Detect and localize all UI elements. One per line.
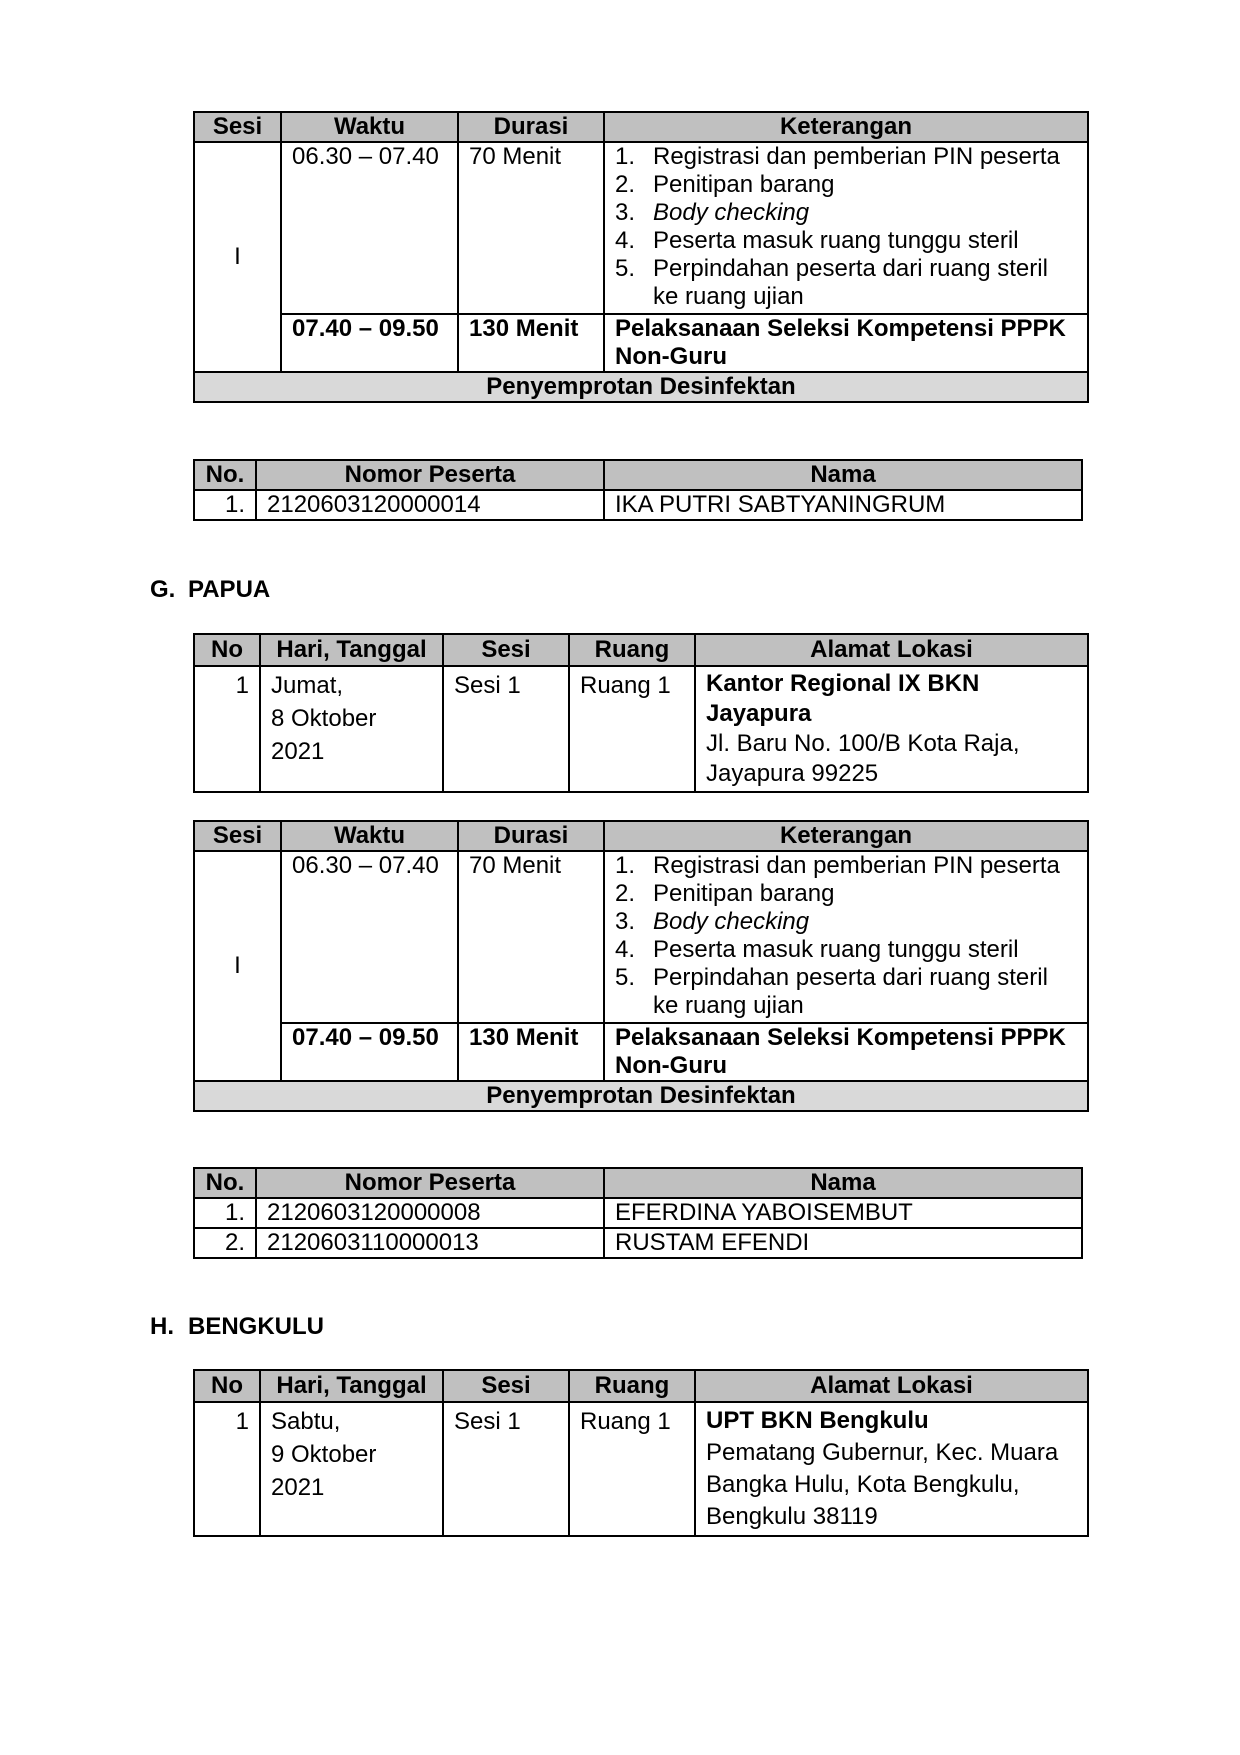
keterangan-list <box>604 142 1088 314</box>
header-nomor-peserta: Nomor Peserta <box>256 460 604 490</box>
list-item: 5. Perpindahan peserta dari ruang steril ke ruang ujian <box>615 964 1048 1019</box>
durasi-cell: 130 Menit <box>458 314 604 372</box>
header-sesi: Sesi <box>443 634 569 666</box>
header-waktu: Waktu <box>281 112 458 142</box>
header-no: No. <box>194 1168 256 1198</box>
participants-table-1 <box>193 459 1083 521</box>
list-item: 2. Penitipan barang <box>615 171 835 198</box>
table-row: 1 Sabtu, 9 Oktober 2021 Sesi 1 Ruang 1 UPT BKN Bengkulu Pematang Gubernur, Kec. Muara Bangka Hulu, Kota Bengkulu, Bengkulu 38119 <box>194 1402 1088 1536</box>
header-sesi: Sesi <box>194 112 281 142</box>
durasi-cell: 70 Menit <box>458 142 604 314</box>
keterangan-cell: Pelaksanaan Seleksi Kompetensi PPPK Non-Guru <box>604 1023 1088 1081</box>
table-row: 1. 2120603120000008 EFERDINA YABOISEMBUT <box>194 1198 1082 1228</box>
keterangan-cell: Pelaksanaan Seleksi Kompetensi PPPK Non-Guru <box>604 314 1088 372</box>
waktu-cell: 07.40 – 09.50 <box>281 1023 458 1081</box>
header-hari-tanggal: Hari, Tanggal <box>260 634 443 666</box>
header-no: No. <box>194 460 256 490</box>
header-alamat-lokasi: Alamat Lokasi <box>695 1370 1088 1402</box>
sesi-cell: I <box>194 142 281 372</box>
table-row: 1. 2120603120000014 IKA PUTRI SABTYANINGRUM <box>194 490 1082 520</box>
header-alamat-lokasi: Alamat Lokasi <box>695 634 1088 666</box>
sesi-cell: I <box>194 851 281 1081</box>
header-no: No <box>194 634 260 666</box>
waktu-cell: 06.30 – 07.40 <box>281 851 458 1023</box>
keterangan-list <box>604 851 1088 1023</box>
table-row: 1 Jumat, 8 Oktober 2021 Sesi 1 Ruang 1 Kantor Regional IX BKN Jayapura Jl. Baru No. 100/B Kota Raja, Jayapura 99225 <box>194 666 1088 792</box>
durasi-cell: 70 Menit <box>458 851 604 1023</box>
list-item: 1. Registrasi dan pemberian PIN peserta <box>615 852 1060 879</box>
header-sesi: Sesi <box>194 821 281 851</box>
durasi-cell: 130 Menit <box>458 1023 604 1081</box>
disinfection-band: Penyemprotan Desinfektan <box>194 372 1088 402</box>
header-hari-tanggal: Hari, Tanggal <box>260 1370 443 1402</box>
section-heading-h: H. BENGKULU <box>150 1313 324 1340</box>
list-item: 4. Peserta masuk ruang tunggu steril <box>615 227 1019 254</box>
header-nama: Nama <box>604 460 1082 490</box>
location-table-g <box>193 633 1089 793</box>
location-table-h <box>193 1369 1089 1537</box>
list-item: 2. Penitipan barang <box>615 880 835 907</box>
waktu-cell: 06.30 – 07.40 <box>281 142 458 314</box>
section-heading-g: G. PAPUA <box>150 576 271 603</box>
table-row: 2. 2120603110000013 RUSTAM EFENDI <box>194 1228 1082 1258</box>
header-keterangan: Keterangan <box>604 821 1088 851</box>
schedule-table-2 <box>193 820 1089 1112</box>
header-ruang: Ruang <box>569 1370 695 1402</box>
header-nama: Nama <box>604 1168 1082 1198</box>
header-sesi: Sesi <box>443 1370 569 1402</box>
participants-table-2 <box>193 1167 1083 1259</box>
list-item: 1. Registrasi dan pemberian PIN peserta <box>615 143 1060 170</box>
list-item: 3. Body checking <box>615 908 810 935</box>
disinfection-band: Penyemprotan Desinfektan <box>194 1081 1088 1111</box>
header-no: No <box>194 1370 260 1402</box>
header-keterangan: Keterangan <box>604 112 1088 142</box>
waktu-cell: 07.40 – 09.50 <box>281 314 458 372</box>
header-nomor-peserta: Nomor Peserta <box>256 1168 604 1198</box>
header-ruang: Ruang <box>569 634 695 666</box>
header-waktu: Waktu <box>281 821 458 851</box>
header-durasi: Durasi <box>458 112 604 142</box>
schedule-table-1 <box>193 111 1089 403</box>
list-item: 3. Body checking <box>615 199 810 226</box>
header-durasi: Durasi <box>458 821 604 851</box>
list-item: 5. Perpindahan peserta dari ruang steril ke ruang ujian <box>615 255 1048 310</box>
list-item: 4. Peserta masuk ruang tunggu steril <box>615 936 1019 963</box>
